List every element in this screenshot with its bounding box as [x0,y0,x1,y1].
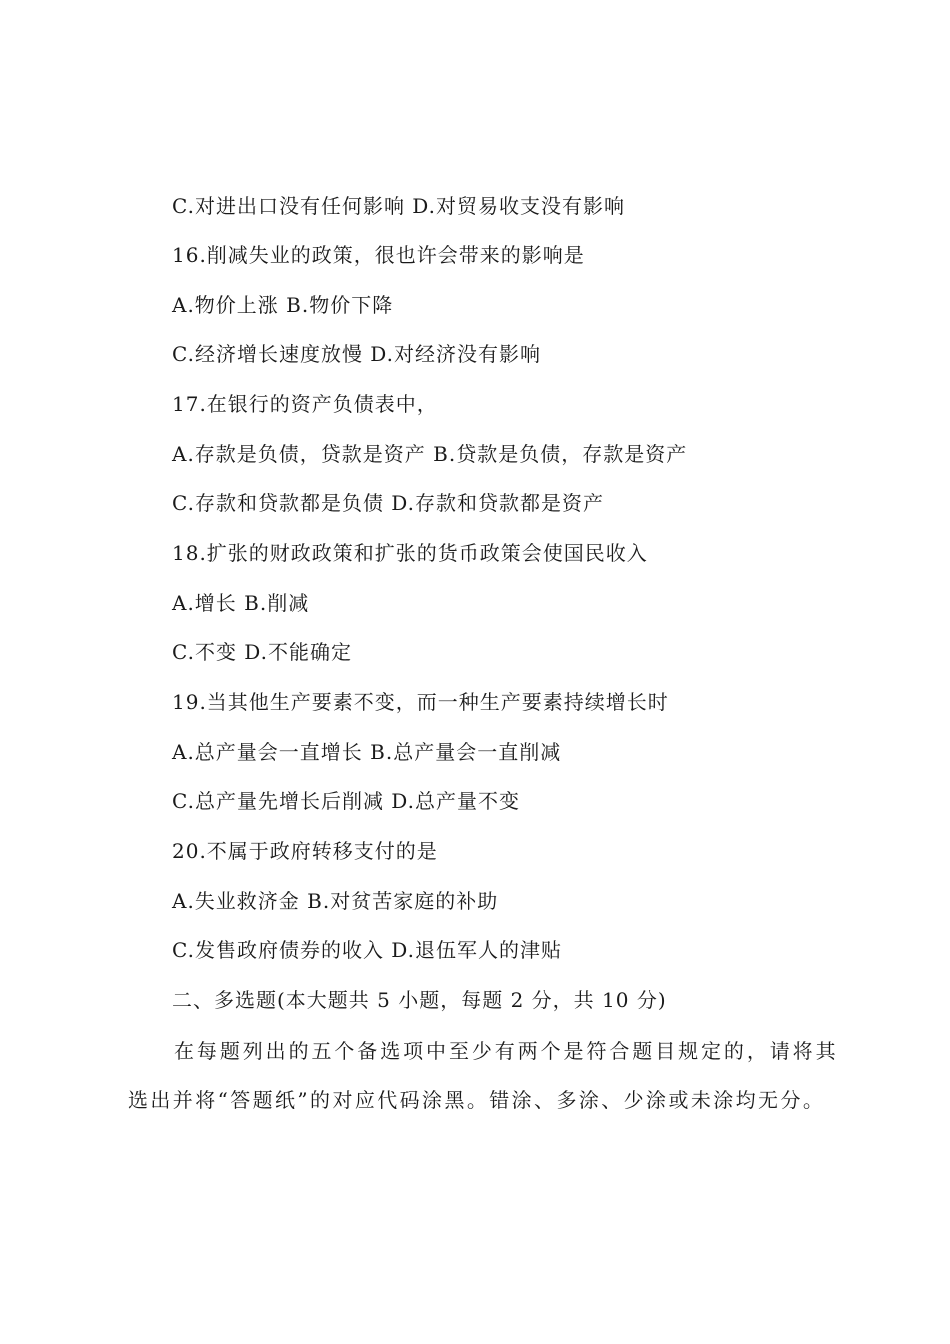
q17-question: 17.在银行的资产负债表中， [172,392,438,416]
q19-options-ab: A.总产量会一直增长 B.总产量会一直削减 [172,740,562,764]
q20-options-ab: A.失业救济金 B.对贫苦家庭的补助 [172,889,499,913]
section-instruction: 在每题列出的五个备选项中至少有两个是符合题目规定的，请将其选出并将“答题纸”的对应代码涂黑。错涂、多涂、少涂或未涂均无分。 [128,1039,838,1112]
q17-options-ab: A.存款是负债，贷款是资产 B.贷款是负债，存款是资产 [172,442,688,466]
q18-options-cd: C.不变 D.不能确定 [172,640,352,664]
q18-question: 18.扩张的财政政策和扩张的货币政策会使国民收入 [172,541,648,565]
q20-options-cd: C.发售政府债券的收入 D.退伍军人的津贴 [172,938,562,962]
q16-options-cd: C.经济增长速度放慢 D.对经济没有影响 [172,342,541,366]
q15-options-cd: C.对进出口没有任何影响 D.对贸易收支没有影响 [172,194,625,218]
q17-options-cd: C.存款和贷款都是负债 D.存款和贷款都是资产 [172,491,604,515]
q16-options-ab: A.物价上涨 B.物价下降 [172,293,394,317]
section-heading: 二、多选题(本大题共 5 小题，每题 2 分，共 10 分) [172,988,667,1012]
q20-question: 20.不属于政府转移支付的是 [172,839,438,863]
q19-options-cd: C.总产量先增长后削减 D.总产量不变 [172,789,520,813]
q19-question: 19.当其他生产要素不变，而一种生产要素持续增长时 [172,690,669,714]
q16-question: 16.削减失业的政策，很也许会带来的影响是 [172,243,585,267]
q18-options-ab: A.增长 B.削减 [172,591,310,615]
